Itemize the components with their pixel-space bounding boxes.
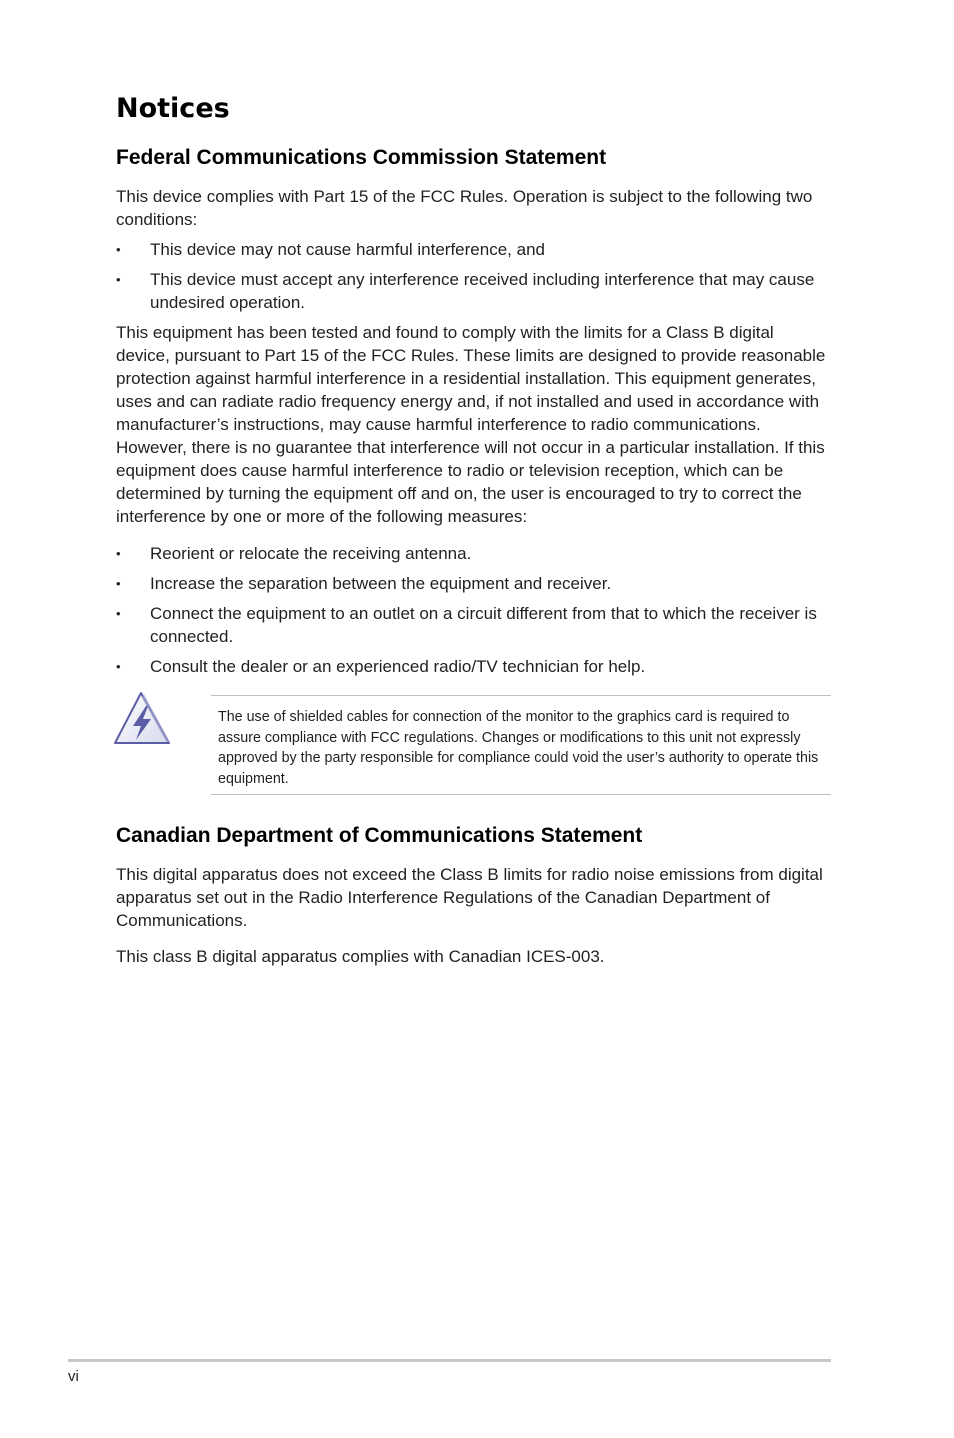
list-item (116, 602, 832, 648)
list-item (116, 572, 832, 595)
page-title: Notices (116, 93, 230, 124)
canada-heading: Canadian Department of Communications Statement (116, 824, 643, 847)
footer-divider (68, 1359, 831, 1362)
warning-note (211, 695, 831, 795)
bullet-icon: • (116, 659, 121, 674)
fcc-heading: Federal Communications Commission Statement (116, 146, 607, 169)
list-item-text: Consult the dealer or an experienced radio/TV technician for help. (150, 657, 646, 676)
warning-lightning-icon (113, 690, 171, 746)
list-item (116, 238, 832, 261)
bullet-icon: • (116, 546, 121, 561)
fcc-body: This equipment has been tested and found to comply with the limits for a Class B digital device, pursuant to Part 15 of the FCC Rules. These limits are designed to provide reasonable protection against harmful interference in a residential installation. This equipment generates, uses and can radiate radio frequency energy and, if not installed and used in accordance with manufacturer’s instructions, may cause harmful interference to radio communications. However, there is no guarantee that interference will not occur in a particular installation. If this equipment does cause harmful interference to radio or television reception, which can be determined by turning the equipment off and on, the user is encouraged to try to correct the interference by one or more of the following measures: (116, 323, 826, 526)
list-item (116, 655, 832, 678)
list-item-text: This device may not cause harmful interference, and (150, 240, 545, 259)
bullet-icon: • (116, 606, 121, 621)
list-item-text: This device must accept any interference received including interference that may cause undesired operation. (150, 270, 815, 312)
fcc-intro: This device complies with Part 15 of the FCC Rules. Operation is subject to the following two conditions: (116, 187, 813, 229)
bullet-icon: • (116, 272, 121, 287)
list-item-text: Reorient or relocate the receiving antenna. (150, 544, 472, 563)
warning-text: The use of shielded cables for connection of the monitor to the graphics card is required to assure compliance with FCC regulations. Changes or modifications to this unit not expressly approved by the party responsible for compliance could void the user’s authority to operate this equipment. (218, 709, 819, 787)
list-item-text: Connect the equipment to an outlet on a circuit different from that to which the receiver is connected. (150, 604, 817, 646)
bullet-icon: • (116, 576, 121, 591)
canada-paragraph-2: This class B digital apparatus complies with Canadian ICES-003. (116, 947, 605, 966)
page-number: vi (68, 1368, 79, 1385)
list-item (116, 542, 832, 565)
canada-paragraph-1: This digital apparatus does not exceed the Class B limits for radio noise emissions from digital apparatus set out in the Radio Interference Regulations of the Canadian Department of Communications. (116, 865, 823, 930)
bullet-icon: • (116, 242, 121, 257)
list-item-text: Increase the separation between the equipment and receiver. (150, 574, 612, 593)
list-item (116, 268, 832, 314)
